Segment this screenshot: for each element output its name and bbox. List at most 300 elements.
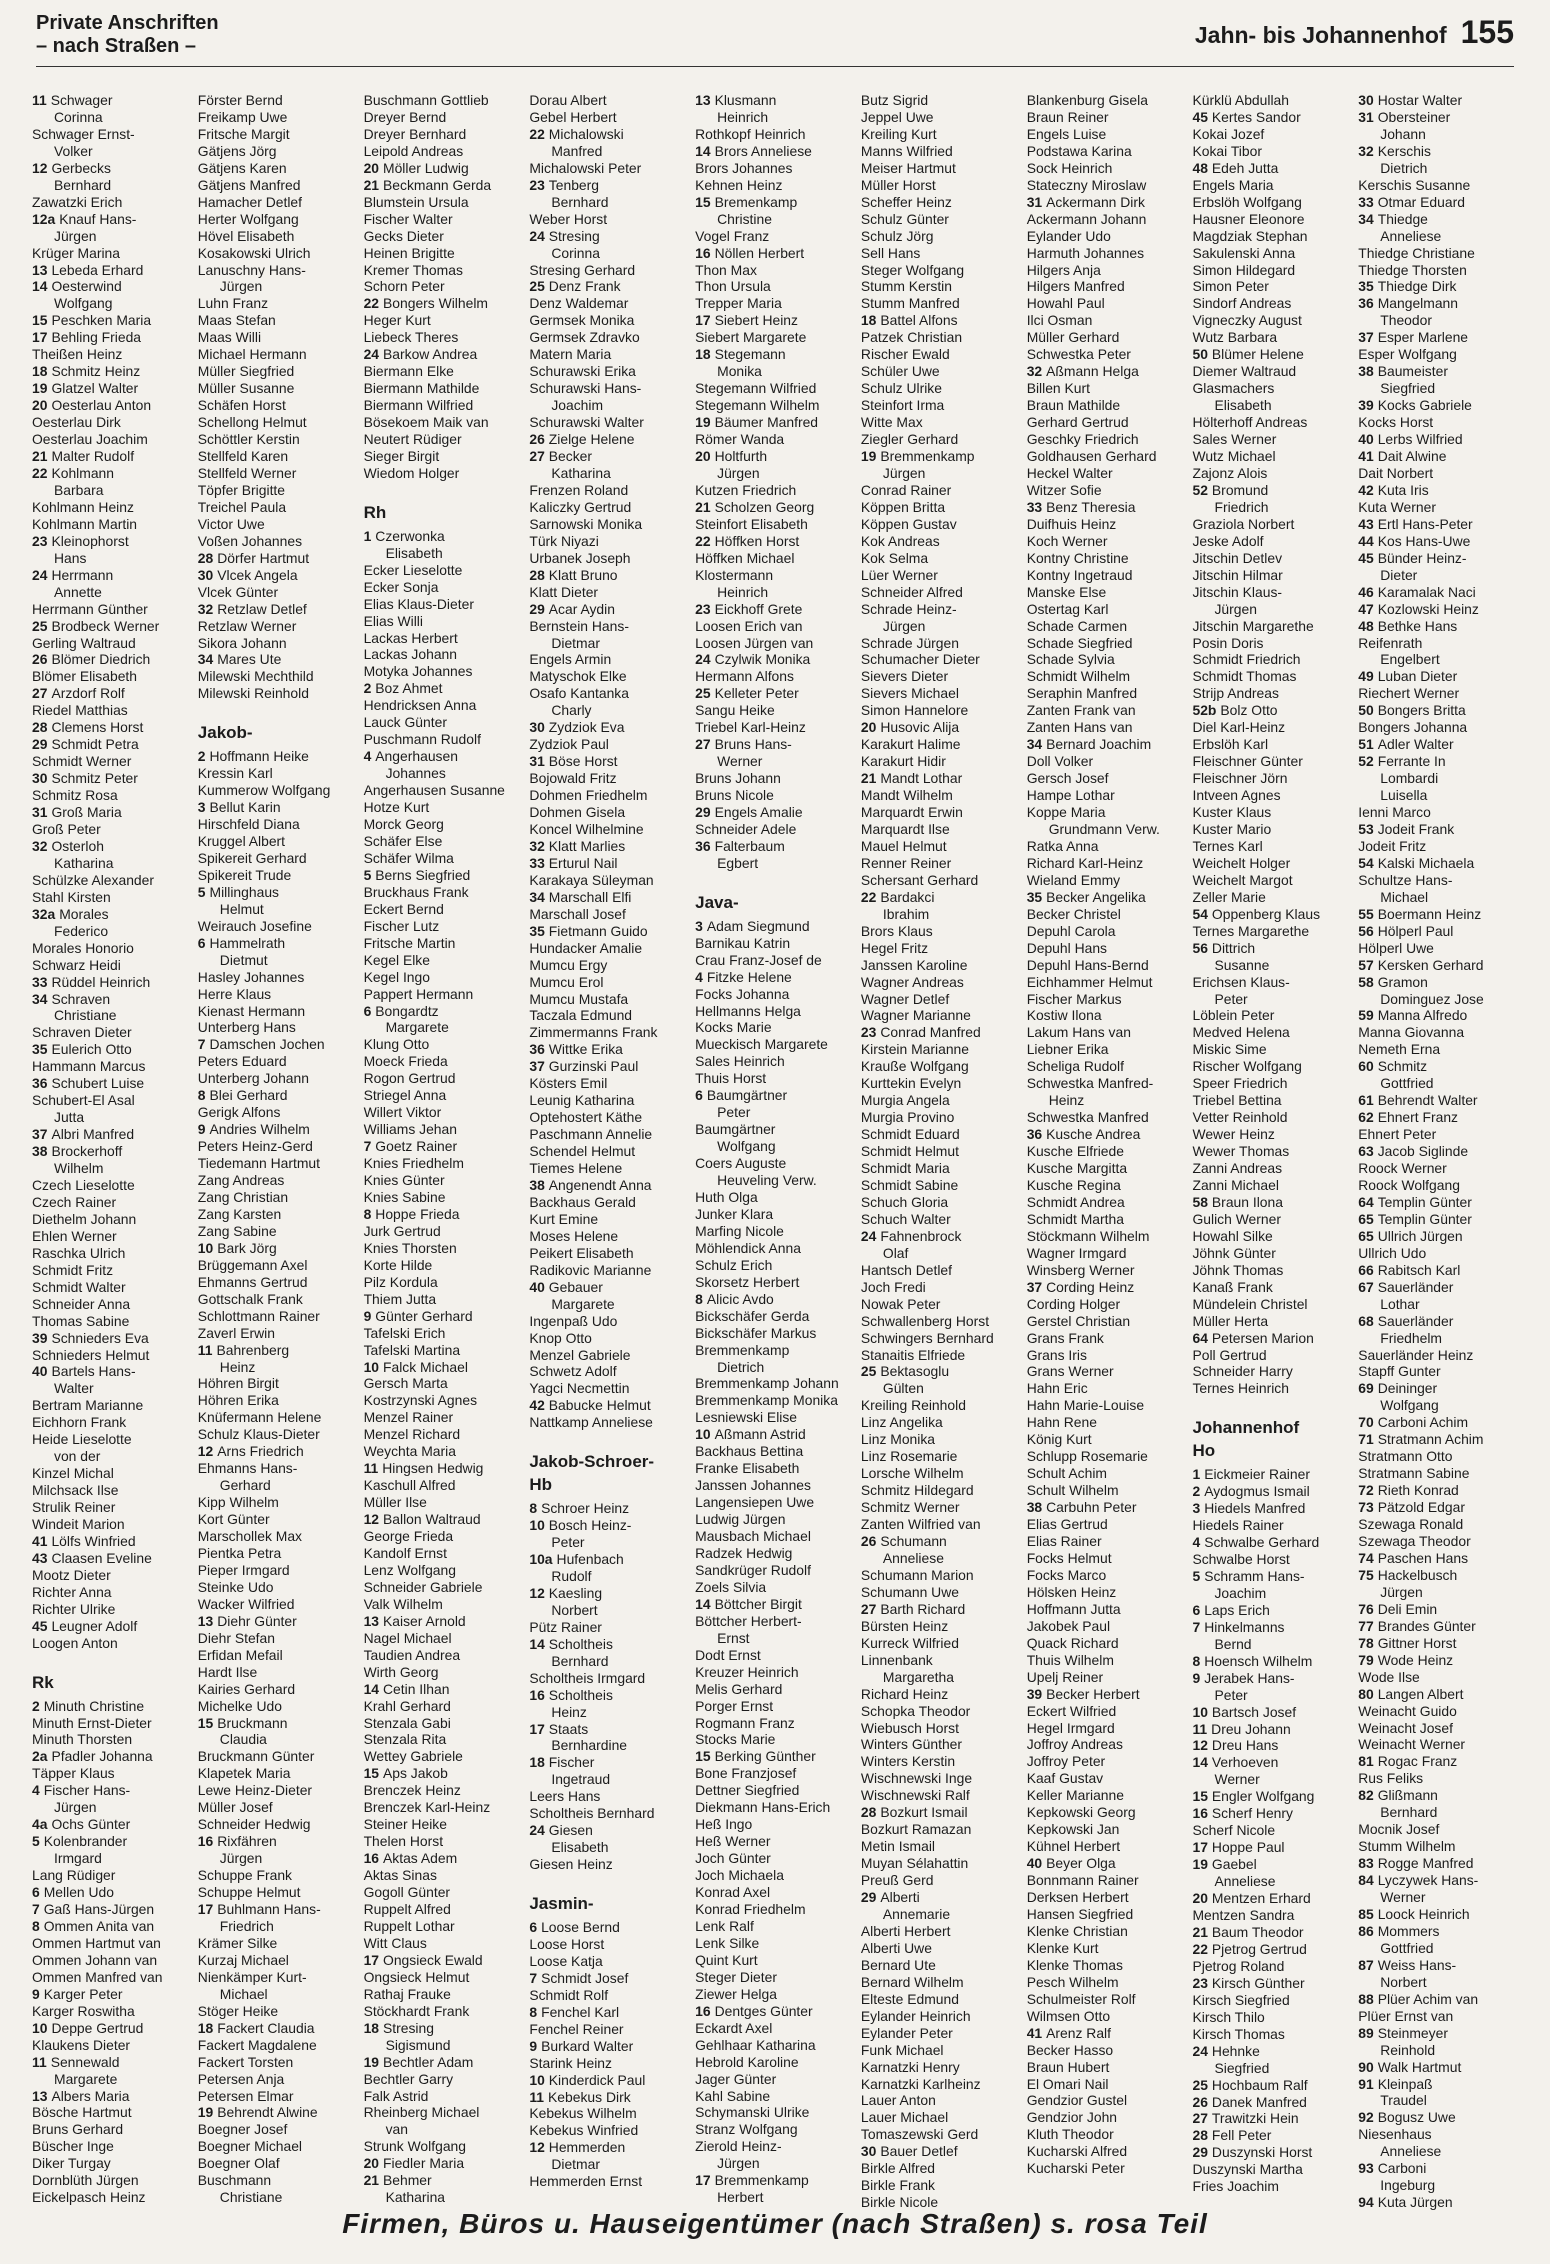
- directory-entry: [1192, 1058, 1354, 1075]
- resident-name: Hoensch Wilhelm: [1204, 1652, 1313, 1669]
- resident-name: Gebauer: [548, 1278, 603, 1295]
- spacer: [198, 702, 360, 719]
- directory-entry: [198, 867, 360, 884]
- resident-name: Ullrich Udo: [1358, 1244, 1427, 1261]
- resident-name: Funk Michael: [860, 2041, 944, 2058]
- directory-entry: [529, 1788, 691, 1805]
- directory-entry: [1192, 1330, 1354, 1347]
- section-label-line1: Private Anschriften: [36, 12, 219, 34]
- directory-entry: [529, 363, 691, 380]
- resident-name: Lorsche Wilhelm: [860, 1465, 964, 1482]
- directory-entry: [1358, 702, 1520, 719]
- resident-name: Weinacht Werner: [1358, 1736, 1466, 1753]
- resident-name: Upelj Reiner: [1026, 1668, 1104, 1685]
- directory-entry: [1192, 1279, 1354, 1296]
- directory-entry: [695, 1291, 857, 1308]
- directory-entry: [695, 1189, 857, 1206]
- directory-entry: [861, 838, 1023, 855]
- directory-entry: [32, 1550, 194, 1567]
- resident-name: Arzdorf Rolf: [51, 685, 125, 702]
- directory-entry: [364, 1613, 526, 1630]
- house-number: 43: [1358, 515, 1374, 532]
- entry-continuation: Margaretha: [882, 1668, 954, 1685]
- directory-entry: [1358, 668, 1520, 685]
- directory-entry: [861, 770, 1023, 787]
- directory-entry: [364, 1257, 526, 1274]
- resident-name: Pieper Irmgard: [197, 1561, 290, 1578]
- entry-continuation: Anneliese: [1380, 2143, 1442, 2160]
- house-number: 94: [1358, 2194, 1374, 2211]
- directory-entry: [198, 1816, 360, 1833]
- resident-name: Wischnewski Inge: [860, 1770, 973, 1787]
- directory-entry: [198, 1121, 360, 1138]
- resident-name: Zawatzki Erich: [32, 193, 123, 210]
- directory-entry: [861, 804, 1023, 821]
- house-number: 78: [1358, 1634, 1374, 1651]
- directory-entry: [1358, 431, 1520, 448]
- directory-entry: [861, 1838, 1023, 1855]
- resident-name: Zaverl Erwin: [197, 1324, 275, 1341]
- resident-name: Porger Ernst: [695, 1697, 774, 1714]
- directory-entry: [529, 974, 691, 991]
- resident-name: Schmidt Josef: [541, 1969, 629, 1986]
- directory-entry: [1358, 278, 1520, 295]
- directory-entry: [198, 1325, 360, 1342]
- directory-entry: [1027, 431, 1189, 448]
- directory-entry: [529, 651, 691, 668]
- directory-entry: [1027, 702, 1189, 719]
- directory-entry: [861, 482, 1023, 499]
- house-number: 23: [529, 176, 545, 193]
- directory-entry: [1358, 719, 1520, 736]
- entry-continuation: Rudolf: [551, 1567, 592, 1584]
- directory-entry: [861, 957, 1023, 974]
- resident-name: Schmidt Maria: [860, 1160, 950, 1177]
- resident-name: Radzek Hedwig: [695, 1545, 793, 1561]
- directory-entry: [695, 380, 857, 397]
- directory-entry: [861, 2143, 1023, 2160]
- entry-continuation: Bernd: [1214, 1635, 1252, 1652]
- house-number: 13: [363, 1612, 380, 1629]
- entry-continuation: Anneliese: [1214, 1873, 1276, 1890]
- resident-name: Biermann Wilfried: [363, 397, 474, 414]
- directory-entry: [529, 2038, 691, 2055]
- directory-column: [529, 92, 691, 2190]
- directory-entry: [364, 2071, 526, 2088]
- directory-entry: [695, 431, 857, 448]
- directory-entry: [198, 2054, 360, 2071]
- directory-entry: [364, 1867, 526, 1884]
- resident-name: Intveen Agnes: [1192, 787, 1281, 804]
- resident-name: Boz Ahmet: [375, 680, 443, 697]
- house-number: 35: [1358, 278, 1374, 295]
- resident-name: Boermann Heinz: [1377, 905, 1482, 922]
- directory-entry: [1027, 1584, 1189, 1601]
- resident-name: Fietmann Guido: [548, 922, 648, 939]
- house-number: 24: [363, 346, 380, 363]
- resident-name: Schmitz Rosa: [32, 787, 118, 804]
- resident-name: Germsek Zdravko: [529, 329, 640, 346]
- resident-name: Müller Ilse: [363, 1494, 427, 1511]
- resident-name: Jitschin Klaus-: [1192, 583, 1283, 600]
- house-number: 20: [860, 719, 877, 736]
- resident-name: Sales Werner: [1192, 431, 1277, 448]
- house-number: 45: [1358, 549, 1374, 566]
- directory-entry: [861, 889, 1023, 906]
- directory-entry: [364, 380, 526, 397]
- directory-entry: [364, 1138, 526, 1155]
- directory-entry: [1027, 923, 1189, 940]
- resident-name: Depuhl Carola: [1026, 922, 1116, 939]
- resident-name: Harmuth Johannes: [1026, 244, 1145, 261]
- resident-name: Arenz Ralf: [1046, 2024, 1111, 2041]
- directory-entry: [364, 1935, 526, 1952]
- resident-name: Kontny Christine: [1026, 549, 1129, 566]
- directory-entry: [1027, 889, 1189, 906]
- resident-name: Täpper Klaus: [32, 1765, 115, 1782]
- directory-entry: [364, 160, 526, 177]
- directory-entry: [1192, 567, 1354, 584]
- resident-name: Spikereit Trude: [197, 866, 292, 883]
- resident-name: Becker Hasso: [1026, 2041, 1114, 2058]
- resident-name: Biermann Elke: [363, 363, 454, 380]
- resident-name: Kahl Sabine: [695, 2087, 771, 2104]
- directory-entry: [861, 1228, 1023, 1245]
- directory-entry: [1192, 1619, 1354, 1636]
- resident-name: Krämer Silke: [197, 1934, 278, 1951]
- resident-name: Sievers Dieter: [860, 668, 949, 685]
- directory-entry: [364, 1698, 526, 1715]
- directory-entry: [198, 2088, 360, 2105]
- directory-entry: [1027, 685, 1189, 702]
- directory-entry: [529, 1143, 691, 1160]
- page-title: Jahn- bis Johannenhof: [1194, 22, 1447, 48]
- resident-name: Kebekus Wilhelm: [529, 2105, 637, 2122]
- house-number: 37: [1026, 1278, 1043, 1295]
- directory-column: [860, 92, 1023, 2211]
- resident-name: Pjetrog Gertrud: [1211, 1940, 1307, 1957]
- resident-name: Aktas Adem: [383, 1850, 458, 1867]
- house-number: 8: [197, 1087, 206, 1104]
- resident-name: Scheffer Heinz: [860, 193, 952, 210]
- directory-entry: [32, 1296, 194, 1313]
- directory-entry: [695, 1850, 857, 1867]
- resident-name: Engels Luise: [1026, 125, 1107, 142]
- directory-entry: [529, 1279, 691, 1296]
- resident-name: Czylwik Monika: [714, 651, 811, 668]
- resident-name: Erbslöh Wolfgang: [1192, 193, 1302, 210]
- house-number: 31: [529, 753, 545, 770]
- directory-entry: [529, 1058, 691, 1075]
- house-number: 16: [197, 1833, 214, 1850]
- directory-entry: [198, 618, 360, 635]
- resident-name: Karamalak Naci: [1377, 583, 1476, 600]
- resident-name: Lackas Johann: [363, 646, 458, 663]
- house-number: 7: [32, 1901, 40, 1918]
- directory-entry: [32, 1347, 194, 1364]
- resident-name: Stenzala Rita: [363, 1731, 447, 1748]
- resident-name: Scholzen Georg: [714, 498, 815, 515]
- directory-entry: [1192, 685, 1354, 702]
- resident-name: Weber Horst: [529, 210, 608, 227]
- entry-continuation: Jürgen: [54, 1799, 97, 1816]
- directory-entry: [861, 2025, 1023, 2042]
- entry-continuation: Jürgen: [717, 2155, 760, 2172]
- directory-entry: [1192, 177, 1354, 194]
- resident-name: Schwetz Adolf: [529, 1363, 617, 1380]
- directory-entry: [32, 957, 194, 974]
- directory-entry: [529, 92, 691, 109]
- house-number: 28: [1192, 2127, 1208, 2144]
- directory-entry: [1358, 92, 1520, 109]
- house-number: 24: [860, 1227, 877, 1244]
- directory-entry: [529, 2072, 691, 2089]
- resident-name: Pappert Hermann: [363, 985, 474, 1002]
- resident-name: Hoppe Frieda: [375, 1205, 460, 1222]
- resident-name: Kucharski Alfred: [1026, 2143, 1128, 2160]
- resident-name: Bauer Detlef: [880, 2143, 958, 2160]
- resident-name: Stöckhardt Frank: [363, 2002, 470, 2019]
- directory-entry: [1027, 1211, 1189, 1228]
- resident-name: Schellong Helmut: [197, 414, 307, 431]
- directory-entry: [32, 1969, 194, 1986]
- resident-name: Thiem Jutta: [363, 1290, 437, 1307]
- resident-name: Ackermann Johann: [1026, 210, 1147, 227]
- resident-name: Thiedge Thorsten: [1358, 261, 1467, 278]
- resident-name: Rixfähren: [217, 1833, 277, 1850]
- resident-name: Stumm Manfred: [860, 295, 960, 312]
- directory-entry: [1192, 1534, 1354, 1551]
- directory-entry: [1027, 601, 1189, 618]
- directory-entry: [529, 1126, 691, 1143]
- resident-name: Battel Alfons: [880, 312, 958, 329]
- directory-entry: [198, 668, 360, 685]
- resident-name: Schmitz Peter: [51, 770, 138, 787]
- directory-entry: [1027, 550, 1189, 567]
- directory-entry: [861, 787, 1023, 804]
- directory-entry: [1027, 1414, 1189, 1431]
- directory-entry: [1192, 1194, 1354, 1211]
- directory-entry: [529, 262, 691, 279]
- resident-name: Schmidt Martha: [1026, 1210, 1124, 1227]
- entry-continuation: Peter: [1214, 990, 1248, 1007]
- house-number: 2: [1192, 1483, 1201, 1500]
- resident-name: Gersch Josef: [1026, 770, 1109, 787]
- resident-name: Tafelski Martina: [363, 1341, 461, 1358]
- directory-entry: [695, 295, 857, 312]
- directory-entry: [1027, 872, 1189, 889]
- directory-entry: [1027, 1143, 1189, 1160]
- house-number: 66: [1358, 1261, 1374, 1278]
- resident-name: Höhren Erika: [197, 1392, 279, 1409]
- resident-name: Cording Heinz: [1046, 1278, 1135, 1295]
- directory-entry: [1027, 770, 1189, 787]
- resident-name: Fischer Markus: [1026, 990, 1122, 1007]
- resident-name: Beyer Olga: [1046, 1855, 1116, 1872]
- resident-name: Bäumer Manfred: [714, 414, 819, 431]
- directory-entry: [1192, 736, 1354, 753]
- house-number: 17: [695, 2172, 711, 2189]
- house-number: 10: [695, 1426, 711, 1443]
- directory-entry: [529, 804, 691, 821]
- resident-name: Leunig Katharina: [529, 1092, 635, 1109]
- resident-name: Kreuzer Heinrich: [695, 1663, 799, 1680]
- directory-entry: [1192, 1788, 1354, 1805]
- resident-name: Schmidt Andrea: [1026, 1193, 1125, 1210]
- directory-entry: [32, 1618, 194, 1635]
- resident-name: Mündelein Christel: [1192, 1295, 1308, 1312]
- directory-entry: [529, 295, 691, 312]
- house-number: 32: [529, 837, 545, 854]
- resident-name: Rothkopf Heinrich: [695, 125, 806, 142]
- resident-name: Bruns Hans-: [714, 736, 792, 753]
- directory-entry: [529, 160, 691, 177]
- directory-entry: [1358, 414, 1520, 431]
- directory-entry: [695, 1901, 857, 1918]
- spacer: [695, 872, 857, 889]
- resident-name: Kerschis Susanne: [1358, 176, 1471, 193]
- resident-name: Thelen Horst: [363, 1833, 444, 1850]
- directory-entry: [32, 1584, 194, 1601]
- directory-entry: [1192, 1313, 1354, 1330]
- house-number: 45: [1192, 108, 1208, 125]
- house-number: 85: [1358, 1905, 1374, 1922]
- directory-entry: [695, 1952, 857, 1969]
- resident-name: Niesenhaus: [1358, 2126, 1432, 2143]
- resident-name: Esper Marlene: [1377, 329, 1469, 346]
- resident-name: Rogge Manfred: [1377, 1855, 1474, 1872]
- resident-name: Schwestka Manfred-: [1026, 1075, 1154, 1092]
- resident-name: Bethke Hans: [1377, 617, 1458, 634]
- house-number: 14: [363, 1680, 380, 1697]
- directory-entry: [198, 1087, 360, 1104]
- directory-entry: [198, 935, 360, 952]
- house-number: 8: [32, 1917, 40, 1934]
- directory-entry: [198, 550, 360, 567]
- resident-name: Dentges Günter: [714, 2002, 813, 2019]
- directory-entry: [529, 329, 691, 346]
- directory-entry: [1192, 1500, 1354, 1517]
- resident-name: Vlcek Angela: [217, 566, 298, 583]
- directory-entry: [1358, 635, 1520, 652]
- house-number: 17: [1192, 1839, 1208, 1856]
- resident-name: Czech Rainer: [32, 1193, 117, 1210]
- resident-name: Hotze Kurt: [363, 799, 430, 816]
- resident-name: Fell Peter: [1211, 2127, 1272, 2144]
- directory-entry: [1192, 770, 1354, 787]
- directory-entry: [1192, 1262, 1354, 1279]
- resident-name: Husovic Alija: [880, 719, 960, 736]
- directory-entry: [861, 329, 1023, 346]
- directory-entry: [529, 991, 691, 1008]
- directory-entry: [1358, 1686, 1520, 1703]
- directory-entry: [1027, 1804, 1189, 1821]
- directory-entry: [695, 533, 857, 550]
- directory-entry: [364, 918, 526, 935]
- house-number: 12: [529, 1584, 545, 1601]
- directory-entry: [861, 533, 1023, 550]
- resident-name: Mueckisch Margarete: [695, 1036, 828, 1053]
- house-number: 22: [32, 464, 48, 481]
- resident-name: Zang Karsten: [197, 1205, 282, 1222]
- directory-entry: [32, 1567, 194, 1584]
- entry-continuation: Annemarie: [882, 1905, 951, 1922]
- directory-entry: [32, 2155, 194, 2172]
- directory-entry: [529, 177, 691, 194]
- house-number: 55: [1358, 905, 1374, 922]
- resident-name: Keller Marianne: [1026, 1787, 1124, 1804]
- directory-entry: [529, 1636, 691, 1653]
- entry-continuation: Irmgard: [54, 1850, 102, 1867]
- resident-name: Schmidt Rolf: [529, 1986, 609, 2003]
- directory-entry: [695, 770, 857, 787]
- resident-name: Krauße Wolfgang: [860, 1058, 969, 1075]
- directory-entry: [364, 901, 526, 918]
- resident-name: Schade Carmen: [1026, 617, 1128, 634]
- directory-entry: [198, 482, 360, 499]
- directory-entry: [364, 1630, 526, 1647]
- directory-entry: [695, 685, 857, 702]
- resident-name: Schwingers Bernhard: [860, 1329, 994, 1346]
- directory-entry: [1192, 1941, 1354, 1958]
- resident-name: Bone Franzjosef: [695, 1765, 797, 1782]
- resident-name: Koncel Wilhelmine: [529, 820, 644, 837]
- resident-name: Peters Heinz-Gerd: [197, 1138, 313, 1155]
- house-number: 8: [695, 1290, 703, 1307]
- resident-name: Fackert Magdalene: [197, 2036, 317, 2053]
- resident-name: Mentzen Erhard: [1211, 1890, 1311, 1907]
- entry-continuation: Reinhold: [1380, 2041, 1436, 2058]
- house-number: 34: [32, 990, 48, 1007]
- directory-entry: [1192, 1296, 1354, 1313]
- directory-entry: [198, 816, 360, 833]
- directory-entry: [861, 1075, 1023, 1092]
- resident-name: Schult Wilhelm: [1026, 1482, 1119, 1499]
- directory-entry: [529, 584, 691, 601]
- directory-entry: [1358, 1550, 1520, 1567]
- resident-name: Speer Friedrich: [1192, 1075, 1288, 1092]
- directory-entry: [1192, 1721, 1354, 1738]
- directory-entry: [861, 1974, 1023, 1991]
- resident-name: Mausbach Michael: [695, 1528, 811, 1545]
- resident-name: Ongsieck Helmut: [363, 1968, 470, 1985]
- directory-entry: [1358, 1669, 1520, 1686]
- resident-name: Bellut Karin: [209, 799, 281, 816]
- resident-name: Clemens Horst: [51, 719, 144, 736]
- directory-entry: [1027, 109, 1189, 126]
- resident-name: Adler Walter: [1377, 736, 1454, 753]
- directory-entry: [1192, 804, 1354, 821]
- resident-name: Bonnmann Rainer: [1026, 1872, 1139, 1889]
- directory-entry: [198, 1681, 360, 1698]
- directory-entry: [32, 1986, 194, 2003]
- resident-name: Malter Rudolf: [51, 448, 135, 465]
- directory-entry: [32, 245, 194, 262]
- directory-entry: [364, 1952, 526, 1969]
- resident-name: Scholtheis Irmgard: [529, 1669, 646, 1686]
- directory-entry: [198, 1664, 360, 1681]
- resident-name: Behling Frieda: [51, 329, 142, 346]
- resident-name: Bremmenkamp: [714, 2172, 809, 2189]
- directory-entry: [861, 1007, 1023, 1024]
- house-number: 5: [363, 866, 372, 883]
- directory-entry: [364, 1342, 526, 1359]
- directory-entry: [695, 1342, 857, 1359]
- resident-name: Walk Hartmut: [1377, 2058, 1462, 2075]
- directory-entry: [695, 1935, 857, 1952]
- resident-name: Kusche Elfriede: [1026, 1143, 1124, 1160]
- resident-name: Marfing Nicole: [695, 1222, 784, 1239]
